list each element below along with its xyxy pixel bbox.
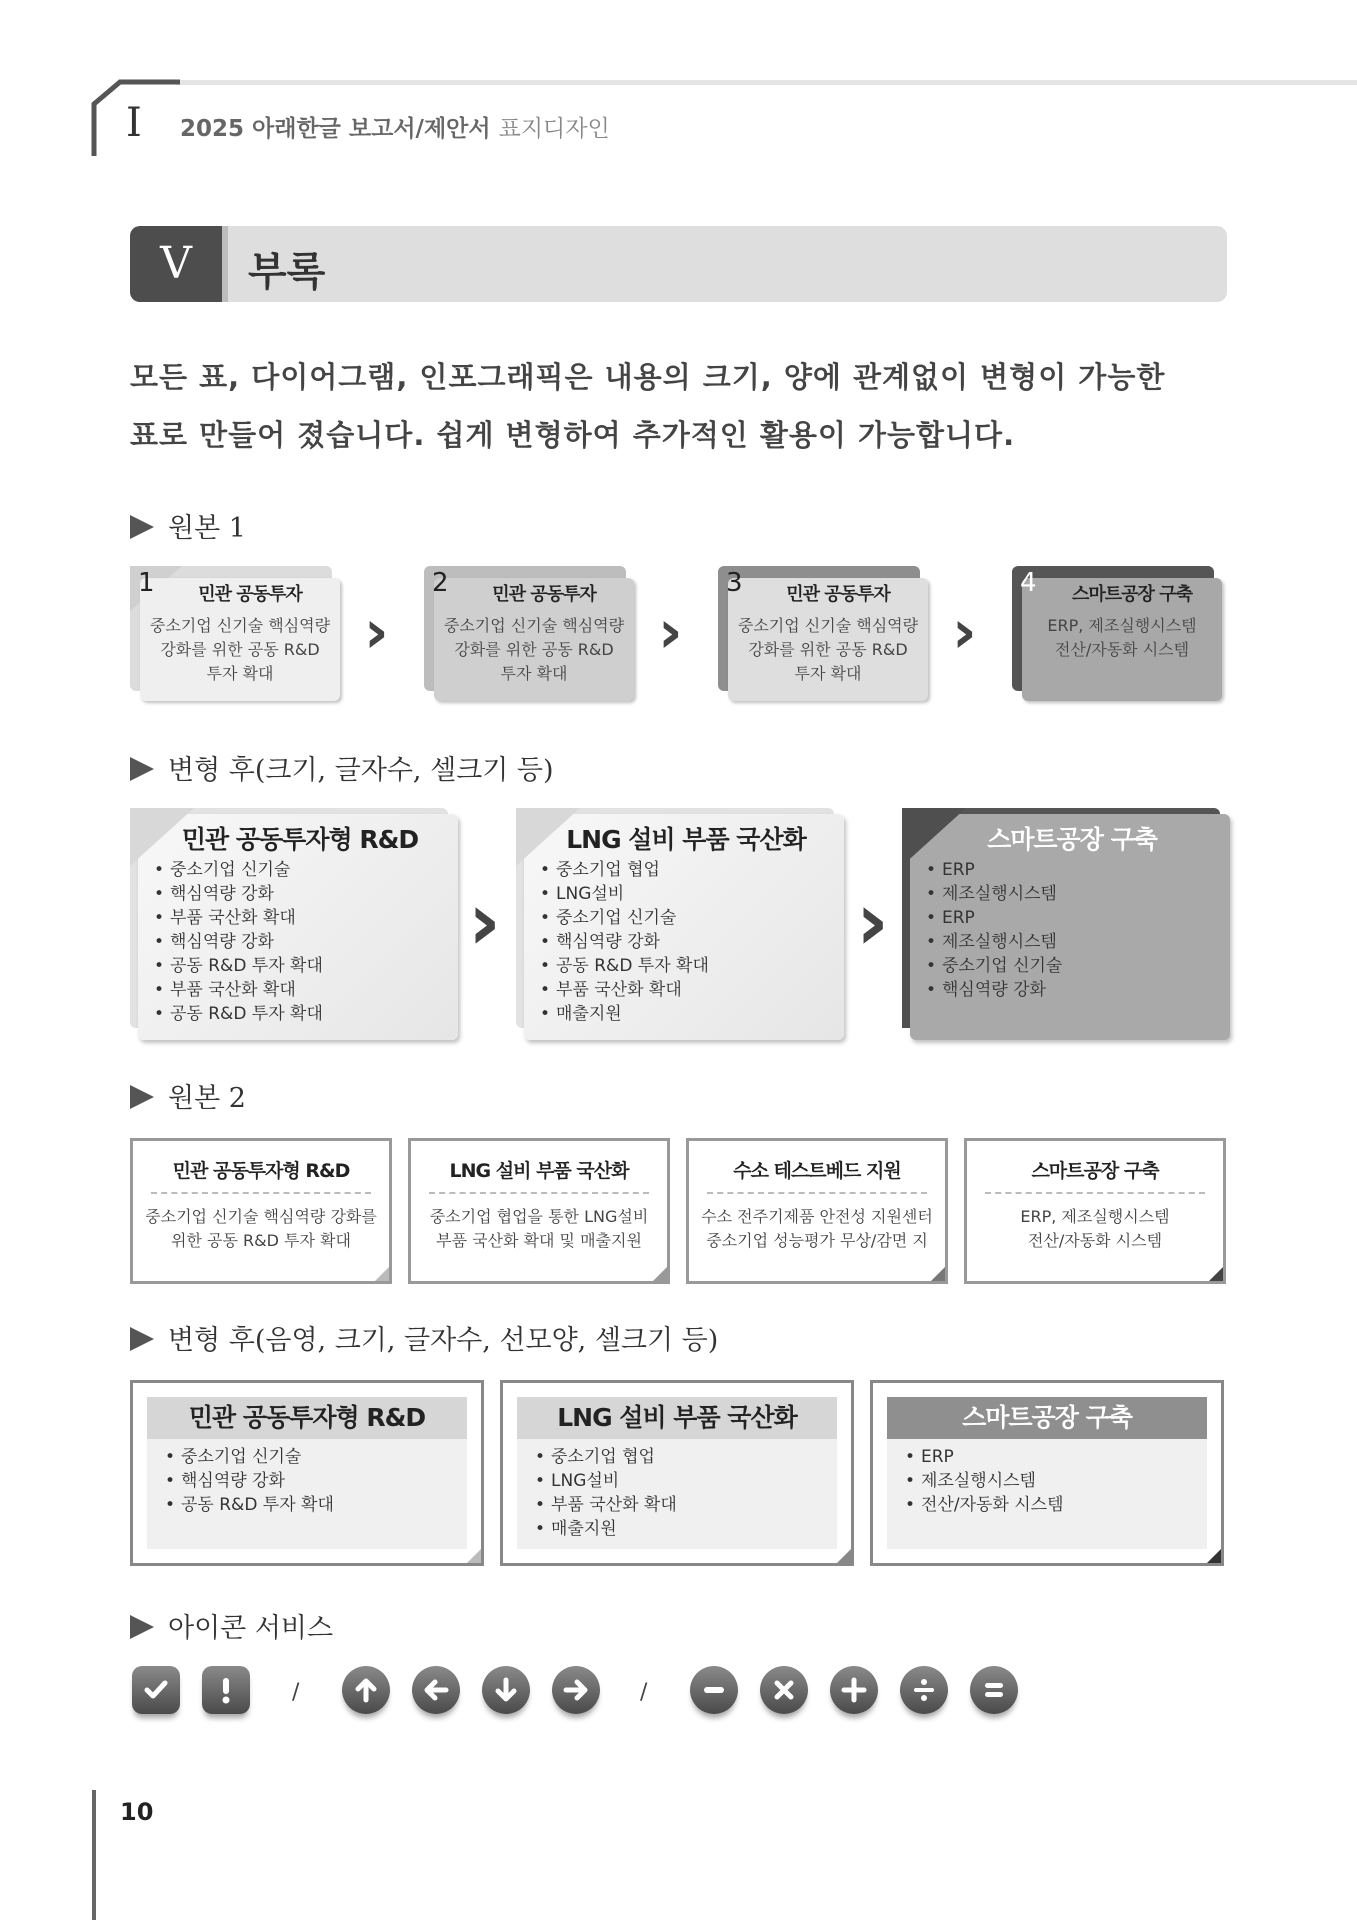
card-title: 민관 공동투자 xyxy=(786,584,890,605)
list-item: • 공동 R&D 투자 확대 xyxy=(170,1002,323,1026)
card-list xyxy=(918,858,1062,1002)
process-card-4 xyxy=(1012,566,1214,691)
list-item: • 중소기업 협업 xyxy=(556,858,709,882)
card-line: 전산/자동화 시스템 xyxy=(1027,1231,1163,1250)
summary-card-4 xyxy=(964,1138,1226,1284)
card-line: 위한 공동 R&D 투자 확대 xyxy=(171,1231,351,1250)
heading-text: 아이콘 서비스 xyxy=(168,1613,334,1644)
card-title: 민관 공동투자형 R&D xyxy=(172,1160,350,1182)
shaded-card-2 xyxy=(500,1380,854,1566)
detail-card-3 xyxy=(902,808,1222,1034)
card-list xyxy=(532,858,709,1026)
dashed-divider xyxy=(985,1192,1205,1194)
list-item: • LNG설비 xyxy=(551,1469,677,1493)
card-title: LNG 설비 부품 국산화 xyxy=(449,1160,629,1182)
arrow-right-icon xyxy=(552,1666,600,1714)
list-item: • 핵심역량 강화 xyxy=(181,1469,334,1493)
list-item: • ERP xyxy=(921,1445,1064,1469)
step-number: 3 xyxy=(726,568,743,598)
triangle-bullet-icon xyxy=(130,1615,154,1639)
card-title: 민관 공동투자 xyxy=(198,584,302,605)
list-item: • 부품 국산화 확대 xyxy=(170,906,323,930)
list-item: • 부품 국산화 확대 xyxy=(170,978,323,1002)
list-item: • 중소기업 신기술 xyxy=(181,1445,334,1469)
card-line: ERP, 제조실행시스템 xyxy=(1020,1207,1170,1226)
intro-line-1: 모든 표, 다이어그램, 인포그래픽은 내용의 크기, 양에 관계없이 변형이 가능한 xyxy=(130,360,1166,394)
dashed-divider xyxy=(151,1192,371,1194)
summary-card-1 xyxy=(130,1138,392,1284)
corner-fold xyxy=(1209,1267,1223,1281)
card-title: 민관 공동투자형 R&D xyxy=(181,825,419,854)
triangle-bullet-icon xyxy=(130,757,154,781)
card-body xyxy=(434,614,634,686)
list-item: • 중소기업 신기술 xyxy=(170,858,323,882)
page-number: 10 xyxy=(120,1798,154,1826)
corner-fold xyxy=(467,1549,481,1563)
card-list xyxy=(533,1445,677,1541)
list-item: • 공동 R&D 투자 확대 xyxy=(556,954,709,978)
page-number-bar xyxy=(92,1790,96,1920)
shaded-card-3 xyxy=(870,1380,1224,1566)
chevron-right-icon: › xyxy=(468,875,501,968)
triangle-bullet-icon xyxy=(130,1327,154,1351)
step-number: 1 xyxy=(138,568,155,598)
list-item: • 핵심역량 강화 xyxy=(170,882,323,906)
list-item: • 핵심역량 강화 xyxy=(556,930,709,954)
list-item: • ERP xyxy=(942,906,1062,930)
card-line: 중소기업 신기술 핵심역량 xyxy=(737,616,919,635)
list-item: • 전산/자동화 시스템 xyxy=(921,1493,1064,1517)
card-line: 투자 확대 xyxy=(794,664,862,683)
triangle-bullet-icon xyxy=(130,515,154,539)
card-line: 강화를 위한 공동 R&D xyxy=(160,640,320,659)
corner-fold xyxy=(931,1267,945,1281)
list-item: • 제조실행시스템 xyxy=(942,882,1062,906)
card-line: 부품 국산화 확대 및 매출지원 xyxy=(436,1231,642,1250)
card-title: 민관 공동투자형 R&D xyxy=(147,1397,467,1439)
list-item: • 매출지원 xyxy=(551,1517,677,1541)
card-line: 중소기업 성능평가 무상/감면 지 xyxy=(706,1231,928,1250)
card-list xyxy=(903,1445,1064,1517)
card-line: 중소기업 신기술 핵심역량 xyxy=(443,616,625,635)
arrow-left-icon xyxy=(412,1666,460,1714)
card-line: 수소 전주기제품 안전성 지원센터 xyxy=(701,1207,933,1226)
card-line: 중소기업 신기술 핵심역량 강화를 xyxy=(145,1207,377,1226)
heading-text: 변형 후(음영, 크기, 글자수, 선모양, 셀크기 등) xyxy=(168,1325,719,1356)
card-title: LNG 설비 부품 국산화 xyxy=(517,1397,837,1439)
list-item: • 핵심역량 강화 xyxy=(942,978,1062,1002)
step-number: 4 xyxy=(1020,568,1037,598)
heading-text: 변형 후(크기, 글자수, 셀크기 등) xyxy=(168,755,554,786)
card-line: 중소기업 협업을 통한 LNG설비 xyxy=(429,1207,649,1226)
minus-icon xyxy=(690,1666,738,1714)
list-item: • 중소기업 신기술 xyxy=(942,954,1062,978)
list-item: • 중소기업 협업 xyxy=(551,1445,677,1469)
chevron-right-icon: › xyxy=(952,597,977,667)
icon-group-separator: / xyxy=(640,1680,648,1705)
corner-fold xyxy=(375,1267,389,1281)
card-title: 스마트공장 구축 xyxy=(987,825,1157,854)
card-line: 투자 확대 xyxy=(206,664,274,683)
corner-fold xyxy=(837,1549,851,1563)
list-item: • 부품 국산화 확대 xyxy=(556,978,709,1002)
header-title-sub: 표지디자인 xyxy=(498,116,610,142)
card-title: 스마트공장 구축 xyxy=(1031,1160,1159,1182)
card-title: 민관 공동투자 xyxy=(492,584,596,605)
card-body xyxy=(689,1205,945,1253)
list-item: • ERP xyxy=(942,858,1062,882)
dashed-divider xyxy=(429,1192,649,1194)
chevron-right-icon: › xyxy=(364,597,389,667)
header-title xyxy=(180,110,610,143)
divide-icon xyxy=(900,1666,948,1714)
heading-modified-2 xyxy=(130,1318,718,1357)
heading-original-2 xyxy=(130,1076,246,1115)
list-item: • 공동 R&D 투자 확대 xyxy=(170,954,323,978)
intro-line-2: 표로 만들어 졌습니다. 쉽게 변형하여 추가적인 활용이 가능합니다. xyxy=(130,418,1016,452)
card-body xyxy=(133,1205,389,1253)
corner-fold xyxy=(653,1267,667,1281)
summary-card-3 xyxy=(686,1138,948,1284)
triangle-bullet-icon xyxy=(130,1085,154,1109)
section-separator xyxy=(222,226,228,302)
chevron-right-icon: › xyxy=(856,875,889,968)
header-title-main: 2025 아래한글 보고서/제안서 xyxy=(180,116,491,142)
heading-modified-1 xyxy=(130,748,554,787)
card-title: LNG 설비 부품 국산화 xyxy=(566,825,806,854)
arrow-up-icon xyxy=(342,1666,390,1714)
process-card-1 xyxy=(130,566,332,691)
card-list xyxy=(163,1445,334,1517)
card-list xyxy=(146,858,323,1026)
heading-text: 원본 1 xyxy=(168,513,246,544)
exclamation-icon xyxy=(202,1666,250,1714)
list-item: • LNG설비 xyxy=(556,882,709,906)
equals-icon xyxy=(970,1666,1018,1714)
card-body xyxy=(967,1205,1223,1253)
section-title: 부록 xyxy=(248,249,326,295)
card-line: 강화를 위한 공동 R&D xyxy=(748,640,908,659)
card-title: 수소 테스트베드 지원 xyxy=(733,1160,901,1182)
intro-text xyxy=(130,348,1220,464)
list-item: • 부품 국산화 확대 xyxy=(551,1493,677,1517)
heading-text: 원본 2 xyxy=(168,1083,246,1114)
header-rule xyxy=(176,80,1357,85)
card-title: 스마트공장 구축 xyxy=(887,1397,1207,1439)
section-badge: V xyxy=(130,226,222,302)
card-body xyxy=(1022,614,1222,662)
plus-icon xyxy=(830,1666,878,1714)
summary-card-2 xyxy=(408,1138,670,1284)
check-icon xyxy=(132,1666,180,1714)
detail-card-2 xyxy=(516,808,836,1034)
card-body xyxy=(140,614,340,686)
card-body xyxy=(728,614,928,686)
shaded-card-1 xyxy=(130,1380,484,1566)
list-item: • 중소기업 신기술 xyxy=(556,906,709,930)
heading-icon-service xyxy=(130,1606,333,1645)
list-item: • 제조실행시스템 xyxy=(942,930,1062,954)
chevron-right-icon: › xyxy=(658,597,683,667)
list-item: • 핵심역량 강화 xyxy=(170,930,323,954)
heading-original-1 xyxy=(130,506,246,545)
process-card-3 xyxy=(718,566,920,691)
process-card-2 xyxy=(424,566,626,691)
corner-fold xyxy=(1207,1549,1221,1563)
card-line: 전산/자동화 시스템 xyxy=(1054,640,1190,659)
chapter-roman: I xyxy=(126,100,142,146)
card-line: ERP, 제조실행시스템 xyxy=(1047,616,1197,635)
multiply-icon xyxy=(760,1666,808,1714)
card-title: 스마트공장 구축 xyxy=(1072,584,1192,605)
detail-card-1 xyxy=(130,808,450,1034)
card-line: 투자 확대 xyxy=(500,664,568,683)
arrow-down-icon xyxy=(482,1666,530,1714)
step-number: 2 xyxy=(432,568,449,598)
list-item: • 제조실행시스템 xyxy=(921,1469,1064,1493)
dashed-divider xyxy=(707,1192,927,1194)
card-body xyxy=(411,1205,667,1253)
card-line: 중소기업 신기술 핵심역량 xyxy=(149,616,331,635)
icon-group-separator: / xyxy=(292,1680,300,1705)
card-line: 강화를 위한 공동 R&D xyxy=(454,640,614,659)
list-item: • 매출지원 xyxy=(556,1002,709,1026)
list-item: • 공동 R&D 투자 확대 xyxy=(181,1493,334,1517)
